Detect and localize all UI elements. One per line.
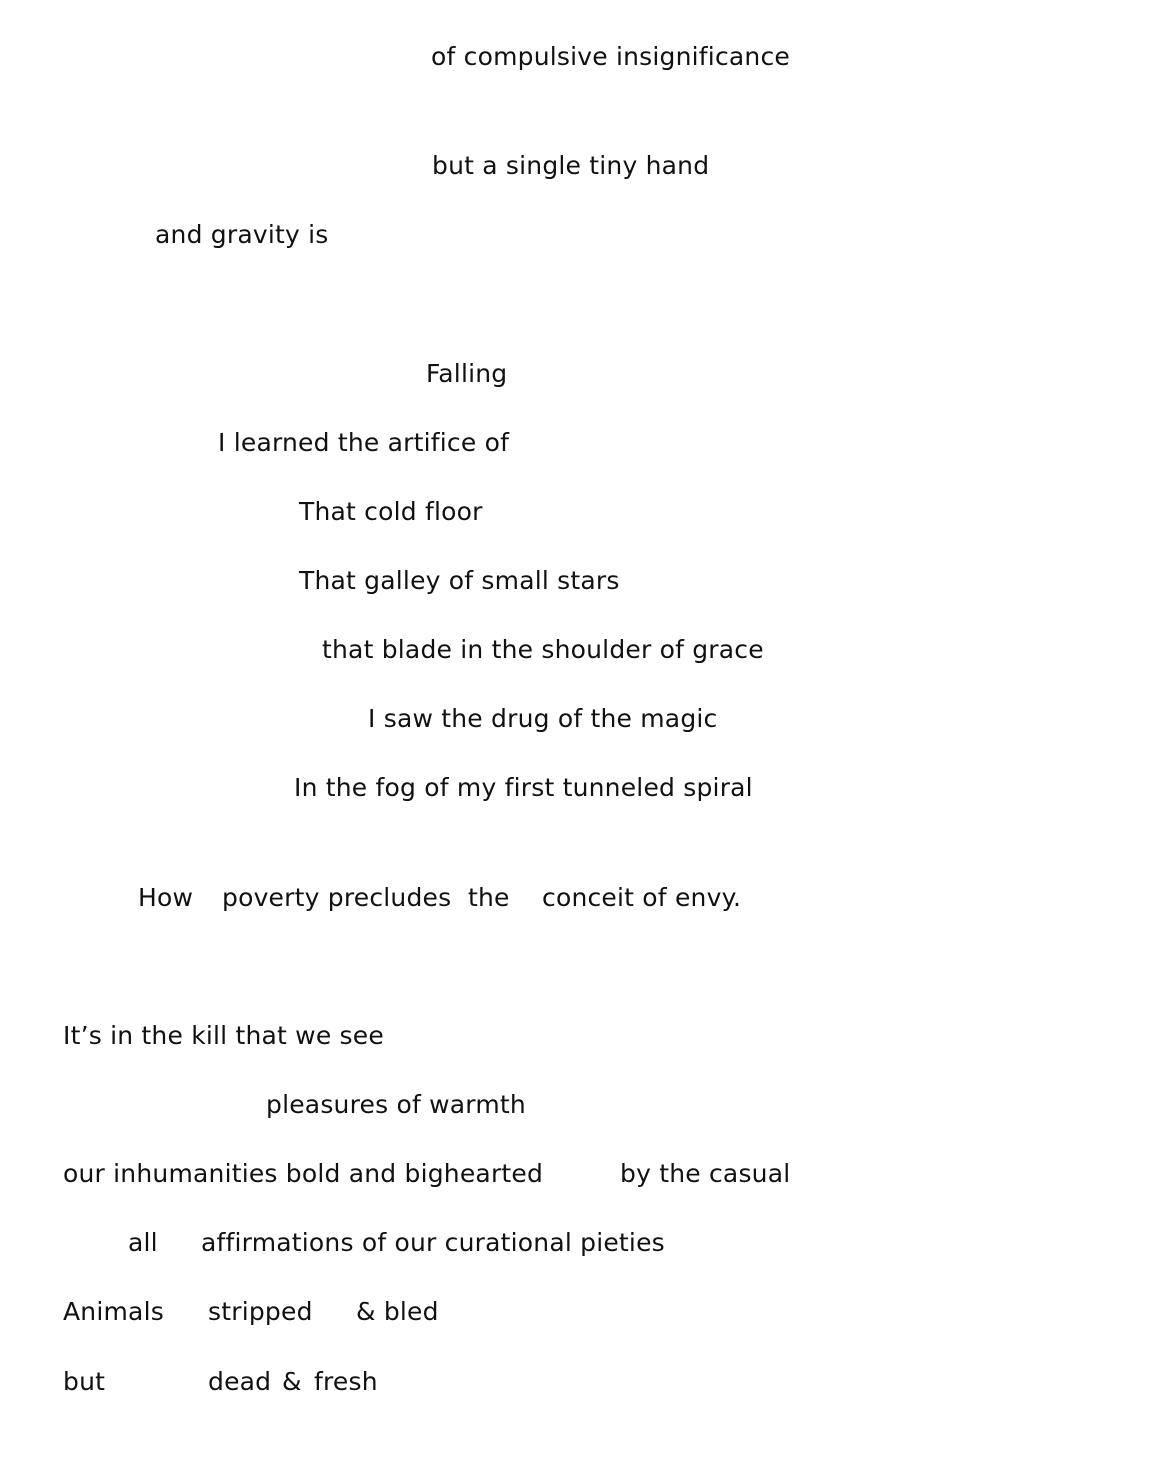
poem-word: the — [468, 883, 510, 912]
poem-line: pleasures of warmth — [266, 1090, 526, 1119]
poem-word: affirmations of our curational pieties — [201, 1228, 665, 1257]
poem-word: our inhumanities bold and bighearted — [63, 1159, 544, 1188]
poem-word: Animals — [63, 1297, 164, 1326]
poem-word: poverty precludes — [222, 883, 452, 912]
poem-word: How — [138, 883, 194, 912]
poem-word: dead — [208, 1367, 272, 1396]
poem-word: all — [128, 1228, 158, 1257]
poem-word: but — [63, 1367, 106, 1396]
poem-line: That cold floor — [299, 497, 483, 526]
poem-line: Falling — [426, 359, 508, 388]
poem-line: I learned the artifice of — [218, 428, 510, 457]
poem-word: fresh — [314, 1367, 378, 1396]
poem-line: of compulsive insignificance — [431, 42, 790, 71]
poem-word: & — [282, 1367, 302, 1396]
poem-line: It’s in the kill that we see — [63, 1021, 384, 1050]
poem-line: but a single tiny hand — [432, 151, 710, 180]
poem-line: That galley of small stars — [299, 566, 620, 595]
poem-line: In the fog of my first tunneled spiral — [294, 773, 753, 802]
poem-word: conceit of envy. — [542, 883, 742, 912]
poem-line: that blade in the shoulder of grace — [322, 635, 764, 664]
poem-word: stripped — [208, 1297, 313, 1326]
poem-line: I saw the drug of the magic — [368, 704, 718, 733]
poem-word: & bled — [356, 1297, 439, 1326]
poem-line: and gravity is — [155, 220, 329, 249]
poem-word: by the casual — [620, 1159, 791, 1188]
